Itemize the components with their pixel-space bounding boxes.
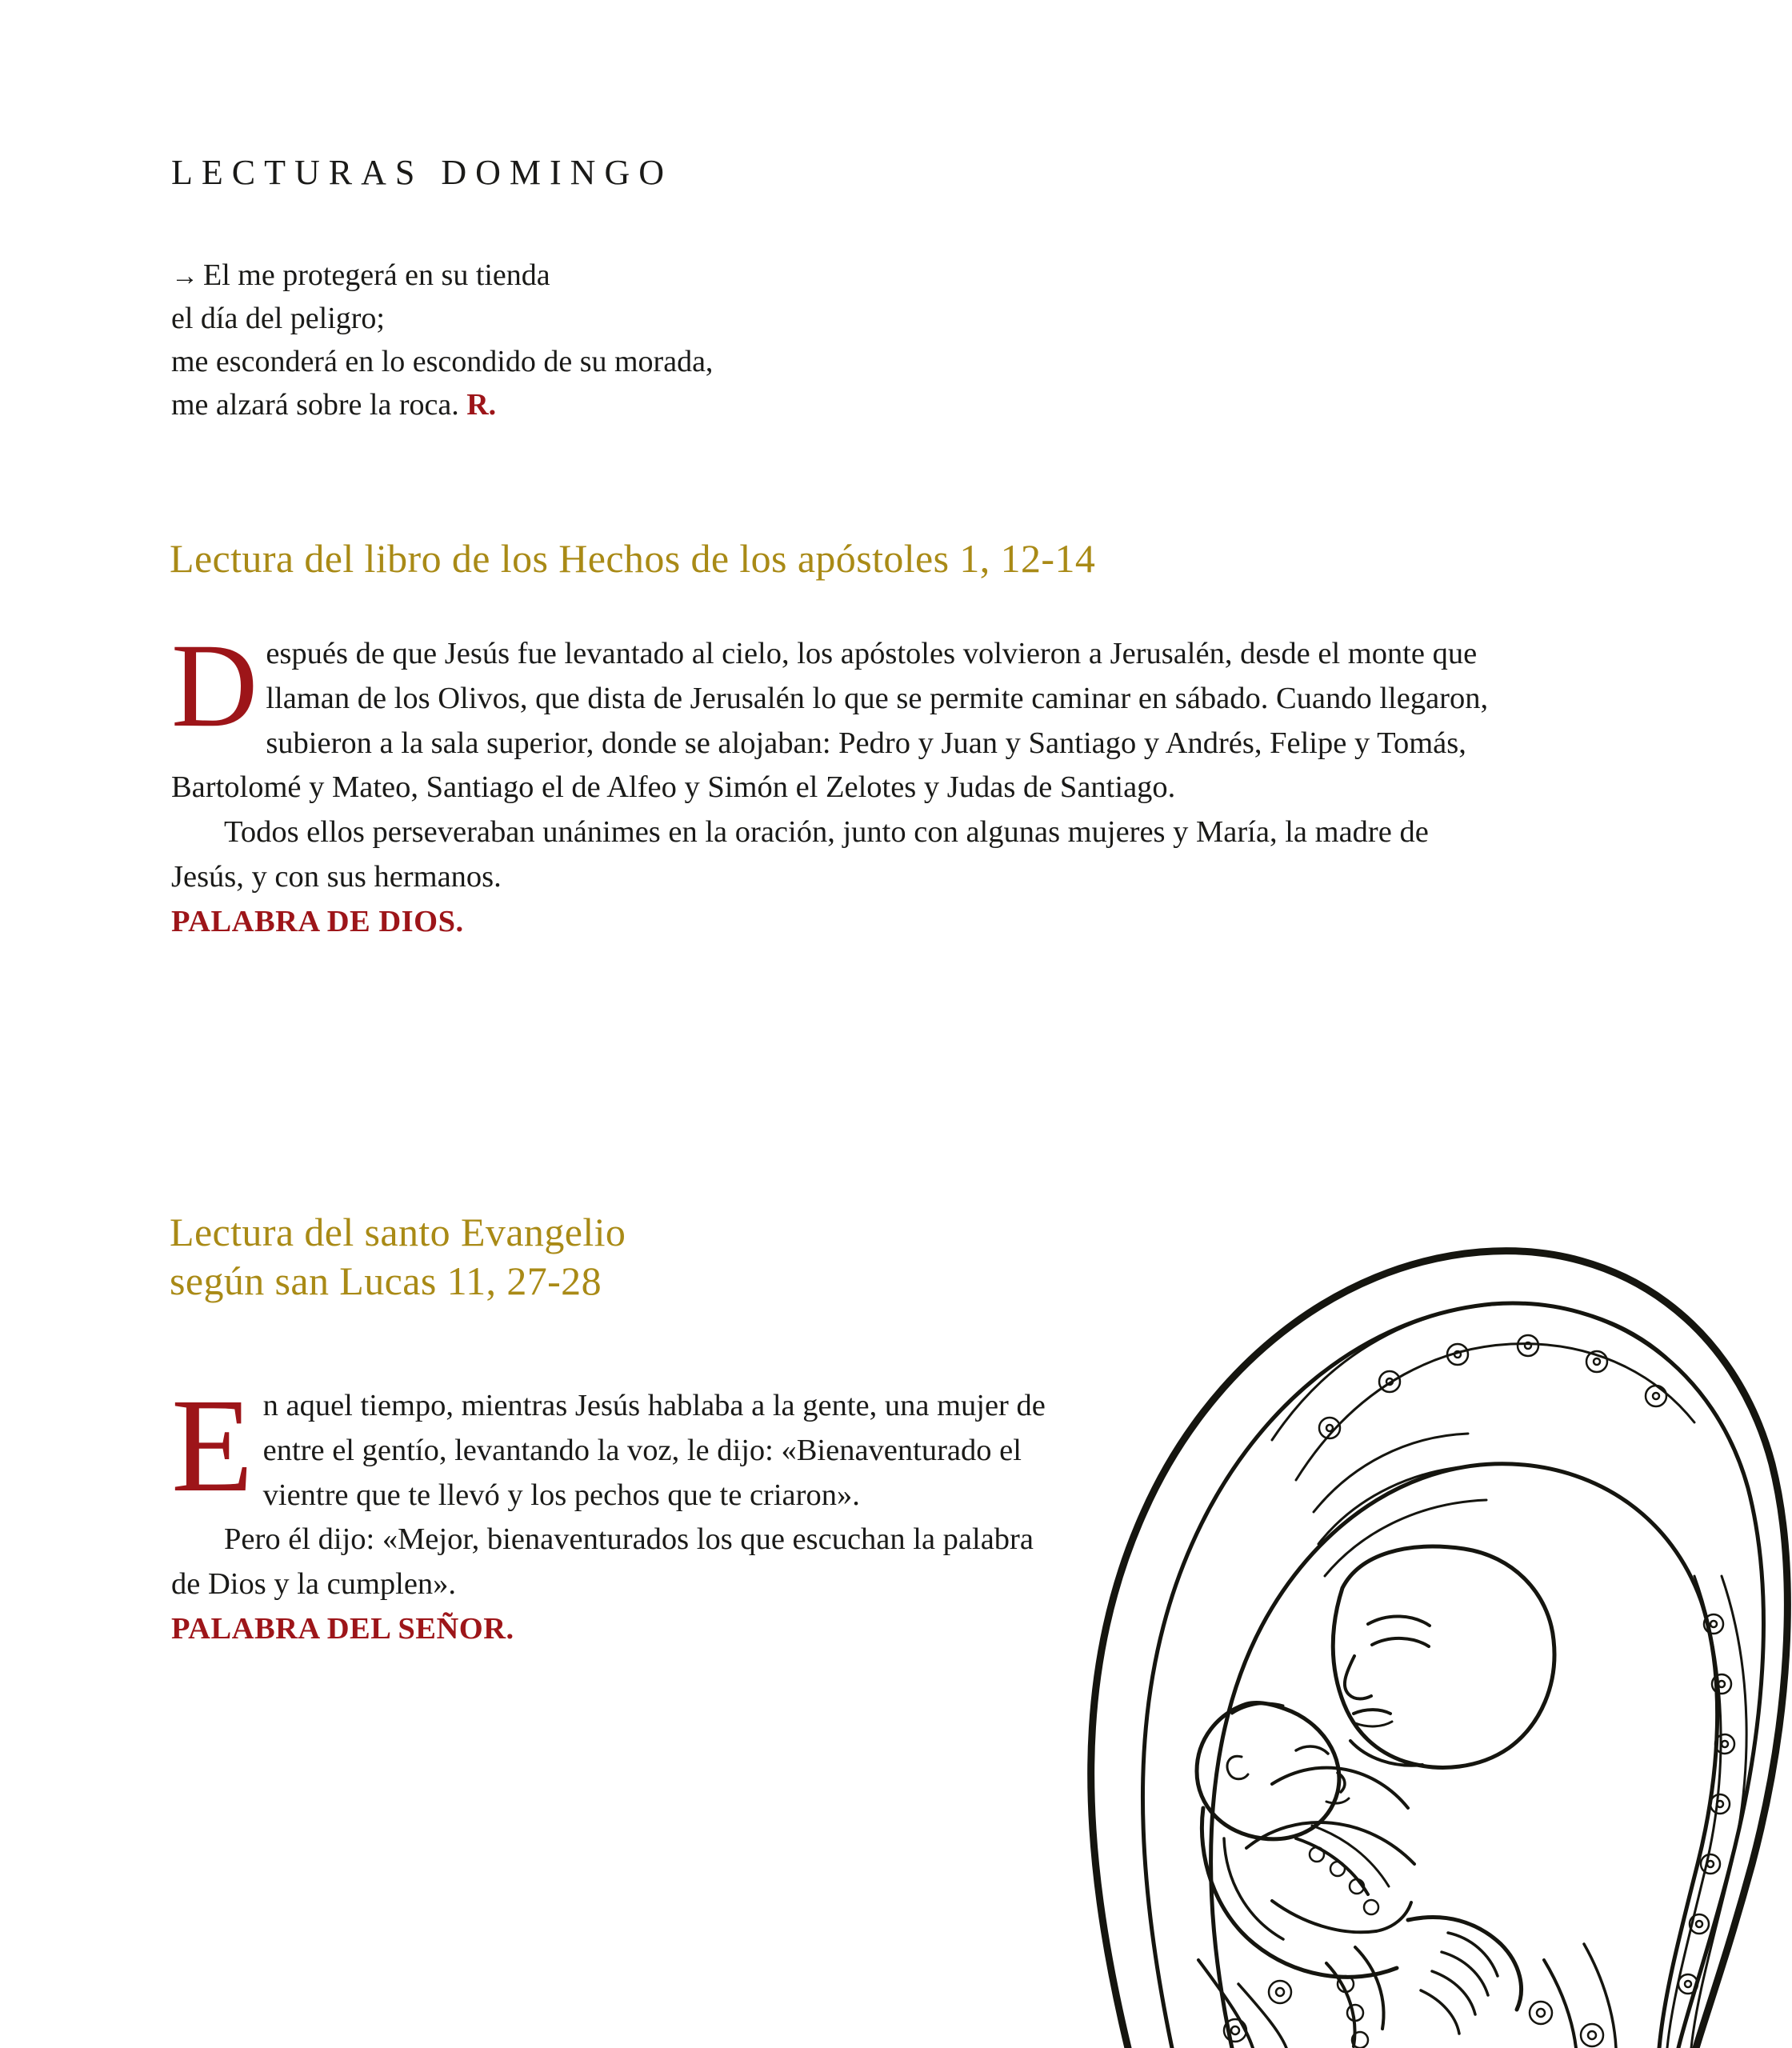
- first-reading-acclamation: PALABRA DE DIOS.: [171, 904, 464, 938]
- gospel-body: [171, 1371, 1059, 1652]
- psalm-line-2: el día del peligro;: [171, 301, 385, 335]
- virgin-and-child-illustration: [1032, 1064, 1792, 2048]
- first-reading-paragraph-2: Todos ellos perseveraban unánimes en la oración, junto con algunas mujeres y María, la madre de Jesús, y con sus hermanos.: [171, 815, 1429, 894]
- responsorial-psalm: [171, 254, 1091, 427]
- first-reading-paragraph-1: espués de que Jesús fue levantado al cielo, los apóstoles volvieron a Jerusalén, desde el monte que llaman de los Olivos, que dista de Jerusalén lo que se permite caminar en sábado. Cuando llegaron, subieron a la sala superior, donde se alojaban: Pedro y Juan y Santiago y Andrés, Felipe y Tomás, Bartolomé y Mateo, Santiago el de Alfeo y Simón el Zelotes y Judas de Santiago.: [171, 637, 1489, 805]
- gospel-dropcap: E: [171, 1371, 254, 1520]
- first-reading-body: [171, 619, 1495, 945]
- psalm-line-3: me esconderá en lo escondido de su morada,: [171, 344, 714, 378]
- first-reading-dropcap: D: [171, 619, 258, 752]
- gospel-acclamation: PALABRA DEL SEÑOR.: [171, 1612, 514, 1646]
- gospel-heading: [170, 1208, 970, 1306]
- arrow-icon: →: [171, 262, 198, 291]
- gospel-paragraph-2: Pero él dijo: «Mejor, bienaventurados los que escuchan la palabra de Dios y la cumplen».: [171, 1522, 1034, 1602]
- psalm-line-4: me alzará sobre la roca.: [171, 387, 459, 422]
- gospel-paragraph-1: n aquel tiempo, mientras Jesús hablaba a la gente, una mujer de entre el gentío, levantando la voz, le dijo: «Bienaventurado el vientre que te llevó y los pechos que te criaron».: [262, 1389, 1046, 1512]
- page-title: LECTURAS DOMINGO: [171, 153, 673, 192]
- gospel-heading-line-1: Lectura del santo Evangelio: [170, 1210, 626, 1254]
- psalm-line-1: El me protegerá en su tienda: [203, 258, 550, 292]
- response-mark: R.: [466, 387, 497, 422]
- first-reading-heading: Lectura del libro de los Hechos de los apóstoles 1, 12-14: [170, 536, 1096, 581]
- gospel-heading-line-2: según san Lucas 11, 27-28: [170, 1258, 602, 1303]
